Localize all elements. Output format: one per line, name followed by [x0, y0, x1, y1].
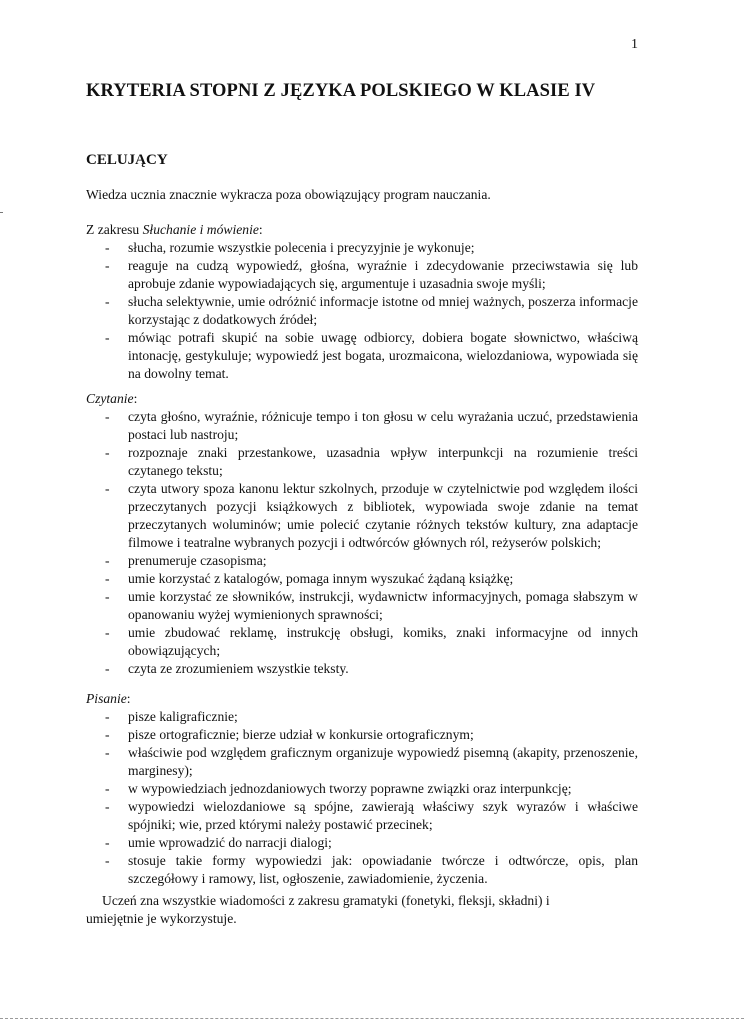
- list-item: - prenumeruje czasopisma;: [86, 552, 638, 570]
- section-writing: [86, 690, 638, 888]
- list-item: - czyta utwory spoza kanonu lektur szkolnych, przoduje w czytelnictwie pod względem ilości przeczytanych pozycji książkowych z bibliotek, wypowiada swoje zdanie na temat przeczytanych woluminów; umie polecić czytanie różnych tekstów kultury, zna adaptacje filmowe i teatralne wybranych pozycji i odtwórców głównych ról, reżyserów polskich;: [86, 480, 638, 552]
- list-item: - stosuje takie formy wypowiedzi jak: opowiadanie twórcze i odtwórcze, opis, plan szczegółowy i ramowy, list, ogłoszenie, zawiadomienie, życzenia.: [86, 852, 638, 888]
- list-item: - czyta głośno, wyraźnie, różnicuje tempo i ton głosu w celu wyrażania uczuć, przedstawienia postaci lub nastroju;: [86, 408, 638, 444]
- list-item: - wypowiedzi wielozdaniowe są spójne, zawierają właściwy szyk wyrazów i właściwe spójniki; wie, przed którymi należy postawić przecinek;: [86, 798, 638, 834]
- list-item: - słucha selektywnie, umie odróżnić informacje istotne od mniej ważnych, poszerza informacje korzystając z dodatkowych źródeł;: [86, 293, 638, 329]
- bullet-list: [86, 408, 638, 678]
- list-item: - czyta ze zrozumieniem wszystkie teksty.: [86, 660, 638, 678]
- section-label: Z zakresu Słuchanie i mówienie:: [86, 222, 263, 237]
- closing-line: umiejętnie je wykorzystuje.: [86, 911, 237, 926]
- grade-heading: CELUJĄCY: [86, 152, 168, 168]
- list-item: - w wypowiedziach jednozdaniowych tworzy poprawne związki oraz interpunkcję;: [86, 780, 638, 798]
- list-item: - umie korzystać z katalogów, pomaga innym wyszukać żądaną książkę;: [86, 570, 638, 588]
- closing-paragraph: [86, 892, 638, 928]
- list-item: - umie wprowadzić do narracji dialogi;: [86, 834, 638, 852]
- section-reading: [86, 390, 638, 678]
- list-item: - rozpoznaje znaki przestankowe, uzasadnia wpływ interpunkcji na rozumienie treści czytanego tekstu;: [86, 444, 638, 480]
- list-item: - pisze kaligraficznie;: [86, 708, 638, 726]
- intro-paragraph: Wiedza ucznia znacznie wykracza poza obowiązujący program nauczania.: [86, 187, 491, 202]
- list-item: - mówiąc potrafi skupić na sobie uwagę odbiorcy, dobiera bogate słownictwo, właściwą intonację, gestykuluje; wypowiedź jest bogata, urozmaicona, wielozdaniowa, wypowiada się na dowolny temat.: [86, 329, 638, 383]
- bullet-list: [86, 708, 638, 888]
- list-item: - reaguje na cudzą wypowiedź, głośna, wyraźnie i zdecydowanie przeciwstawia się lub aprobuje zdanie wypowiadających się, argumentuje i uzasadnia swoje myśli;: [86, 257, 638, 293]
- scan-edge-mark: [0, 212, 3, 213]
- bullet-list: [86, 239, 638, 383]
- list-item: - słucha, rozumie wszystkie polecenia i precyzyjnie je wykonuje;: [86, 239, 638, 257]
- page-number: 1: [631, 37, 638, 52]
- list-item: - właściwie pod względem graficznym organizuje wypowiedź pisemną (akapity, przenoszenie, marginesy);: [86, 744, 638, 780]
- section-label: Czytanie:: [86, 391, 138, 406]
- section-listening-speaking: [86, 221, 638, 383]
- list-item: - umie zbudować reklamę, instrukcję obsługi, komiks, znaki informacyjne od innych obowiązujących;: [86, 624, 638, 660]
- document-title: KRYTERIA STOPNI Z JĘZYKA POLSKIEGO W KLASIE IV: [86, 81, 596, 101]
- list-item: - umie korzystać ze słowników, instrukcji, wydawnictw informacyjnych, pomaga słabszym w opanowaniu wyżej wymienionych sprawności;: [86, 588, 638, 624]
- closing-line: Uczeń zna wszystkie wiadomości z zakresu gramatyki (fonetyki, fleksji, składni) i: [102, 893, 550, 908]
- list-item: - pisze ortograficznie; bierze udział w konkursie ortograficznym;: [86, 726, 638, 744]
- scan-bottom-edge: [0, 1018, 744, 1019]
- section-label: Pisanie:: [86, 691, 131, 706]
